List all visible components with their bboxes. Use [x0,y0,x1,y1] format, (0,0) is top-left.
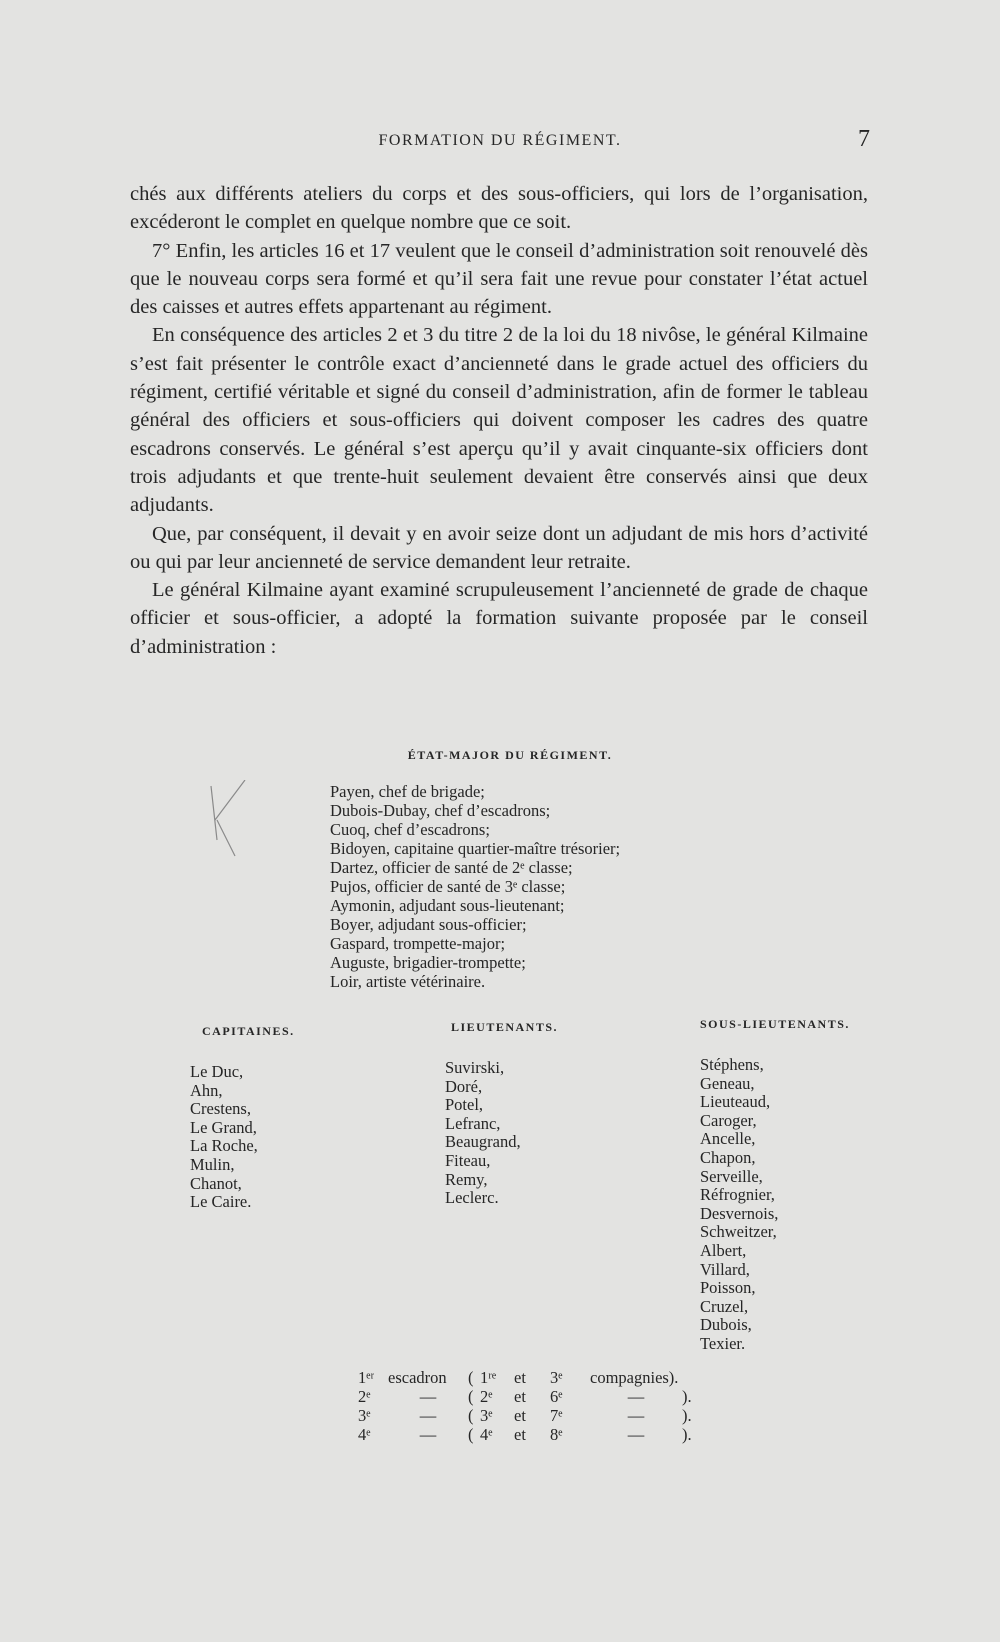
table-row [358,1368,692,1387]
list-item: Suvirski, [445,1058,505,1077]
page-number: 7 [858,126,870,152]
capitaines-list [190,1063,295,1212]
list-item: Potel, [445,1095,484,1115]
open-paren: ( [468,1387,474,1406]
close-paren: ). [682,1406,692,1425]
list-item: Réfrognier, [700,1185,775,1205]
squadron-number: 3ᵉ [358,1406,371,1425]
list-item: Chapon, [700,1147,756,1167]
list-item: Boyer, adjudant sous-officier; [330,915,527,934]
list-item: Mulin, [190,1154,235,1174]
list-item: Bidoyen, capitaine quartier-maître trésorier; [330,839,621,858]
squadron-number: 2ᵉ [358,1387,371,1406]
conjunction: et [514,1387,526,1406]
list-item: Doré, [445,1076,483,1096]
list-item: Payen, chef de brigade; [330,782,485,801]
squadron-table [358,1368,692,1444]
list-item: Gaspard, trompette-major; [330,934,506,953]
company-a: 2ᵉ [480,1387,493,1406]
company-b: 6ᵉ [550,1387,563,1406]
list-item: Villard, [700,1259,750,1279]
list-item: Pujos, officier de santé de 3ᵉ classe; [330,877,566,896]
list-item: Cruzel, [700,1296,749,1316]
company-a: 1ʳᵉ [480,1368,497,1387]
lieutenants-list [445,1059,558,1208]
squadron-label: — [419,1406,437,1425]
list-item: Le Duc, [190,1062,244,1081]
handwritten-check-mark [205,780,255,860]
list-item: Crestens, [190,1099,251,1119]
list-item: Caroger, [700,1110,757,1130]
list-item: Poisson, [700,1278,756,1298]
list-item: La Roche, [190,1136,258,1156]
ditto-mark: — [627,1387,645,1406]
list-item: Texier. [700,1333,746,1353]
paragraph-continuation: chés aux différents ateliers du corps et des sous-officiers, qui lors de l’organisation, excéderont le complet en quelque nombre que ce soit. [130,183,868,234]
table-row [358,1406,692,1425]
company-b: 7ᵉ [550,1406,563,1425]
list-item: Remy, [445,1169,488,1189]
company-b: 3ᵉ [550,1368,563,1387]
list-item: Fiteau, [445,1150,491,1170]
page-header [130,126,870,162]
list-item: Schweitzer, [700,1222,777,1242]
close-paren: ). [682,1387,692,1406]
etat-major-title: ÉTAT-MAJOR DU RÉGIMENT. [407,748,613,762]
list-item: Lieuteaud, [700,1092,771,1112]
list-item: Dubois-Dubay, chef d’escadrons; [330,801,551,820]
table-row [358,1425,692,1444]
sous-lieutenants-list [700,1056,850,1354]
list-item: Albert, [700,1240,747,1260]
list-item: Le Grand, [190,1117,257,1137]
close-paren: ). [682,1425,692,1444]
squadron-label: escadron [388,1368,447,1387]
list-item: Auguste, brigadier-trompette; [330,953,526,972]
squadron-number: 4ᵉ [358,1425,371,1444]
etat-major-list [330,782,750,991]
company-a: 4ᵉ [480,1425,493,1444]
list-item: Desvernois, [700,1203,779,1223]
capitaines-heading: CAPITAINES. [202,1024,295,1038]
paragraph-que: Que, par conséquent, il devait y en avoir seize dont un adjudant de mis hors d’activité ou qui par leur ancienneté de service demandent leur retraite. [130,522,868,573]
companies-word: compagnies). [590,1368,679,1387]
running-head: FORMATION DU RÉGIMENT. [378,132,622,149]
conjunction: et [514,1368,526,1387]
list-item: Cuoq, chef d’escadrons; [330,820,490,839]
list-item: Ancelle, [700,1129,756,1149]
open-paren: ( [468,1406,474,1425]
ditto-mark: — [627,1425,645,1444]
lieutenants-heading: LIEUTENANTS. [451,1020,559,1034]
capitaines-column [190,1024,295,1212]
sous-lieutenants-heading: SOUS-LIEUTENANTS. [700,1017,850,1031]
list-item: Dubois, [700,1315,752,1335]
list-item: Ahn, [190,1080,223,1100]
company-b: 8ᵉ [550,1425,563,1444]
squadron-label: — [419,1425,437,1444]
conjunction: et [514,1406,526,1425]
sous-lieutenants-column [700,1017,850,1354]
ditto-mark: — [627,1406,645,1425]
open-paren: ( [468,1425,474,1444]
list-item: Beaugrand, [445,1132,521,1152]
paragraph-article-7: 7° Enfin, les articles 16 et 17 veulent que le conseil d’administration soit renouvelé dès que le nouveau corps sera formé et qu’il sera fait une revue pour constater l’état actuel des caisses et autres effets appartenant au régiment. [130,239,868,319]
list-item: Loir, artiste vétérinaire. [330,972,486,991]
list-item: Dartez, officier de santé de 2ᵉ classe; [330,858,573,877]
list-item: Le Caire. [190,1192,252,1212]
list-item: Geneau, [700,1073,755,1093]
table-row [358,1387,692,1406]
list-item: Serveille, [700,1166,763,1186]
paragraph-formation: Le général Kilmaine ayant examiné scrupuleusement l’ancienneté de grade de chaque officier et sous-officier, a adopté la formation suivante proposée par le conseil d’administration : [130,579,868,658]
company-a: 3ᵉ [480,1406,493,1425]
squadron-label: — [419,1387,437,1406]
list-item: Lefranc, [445,1113,501,1133]
body-text [130,180,868,661]
open-paren: ( [468,1368,474,1387]
squadron-number: 1ᵉʳ [358,1368,375,1387]
paragraph-consequence: En conséquence des articles 2 et 3 du titre 2 de la loi du 18 nivôse, le général Kilmaine s’est fait présenter le contrôle exact d’ancienneté dans le grade actuel des officiers du régiment, certifié véritable et signé du conseil d’administration, afin de former le tableau général des officiers et sous-officiers qui doivent composer les cadres des quatre escadrons conservés. Le général s’est aperçu qu’il y avait cinquante-six officiers dont trois adjudants et que trente-huit seulement devaient être conservés ainsi que deux adjudants. [130,324,868,517]
list-item: Stéphens, [700,1055,764,1074]
conjunction: et [514,1425,526,1444]
lieutenants-column [445,1020,558,1208]
list-item: Chanot, [190,1173,242,1193]
list-item: Leclerc. [445,1188,499,1208]
list-item: Aymonin, adjudant sous-lieutenant; [330,896,565,915]
